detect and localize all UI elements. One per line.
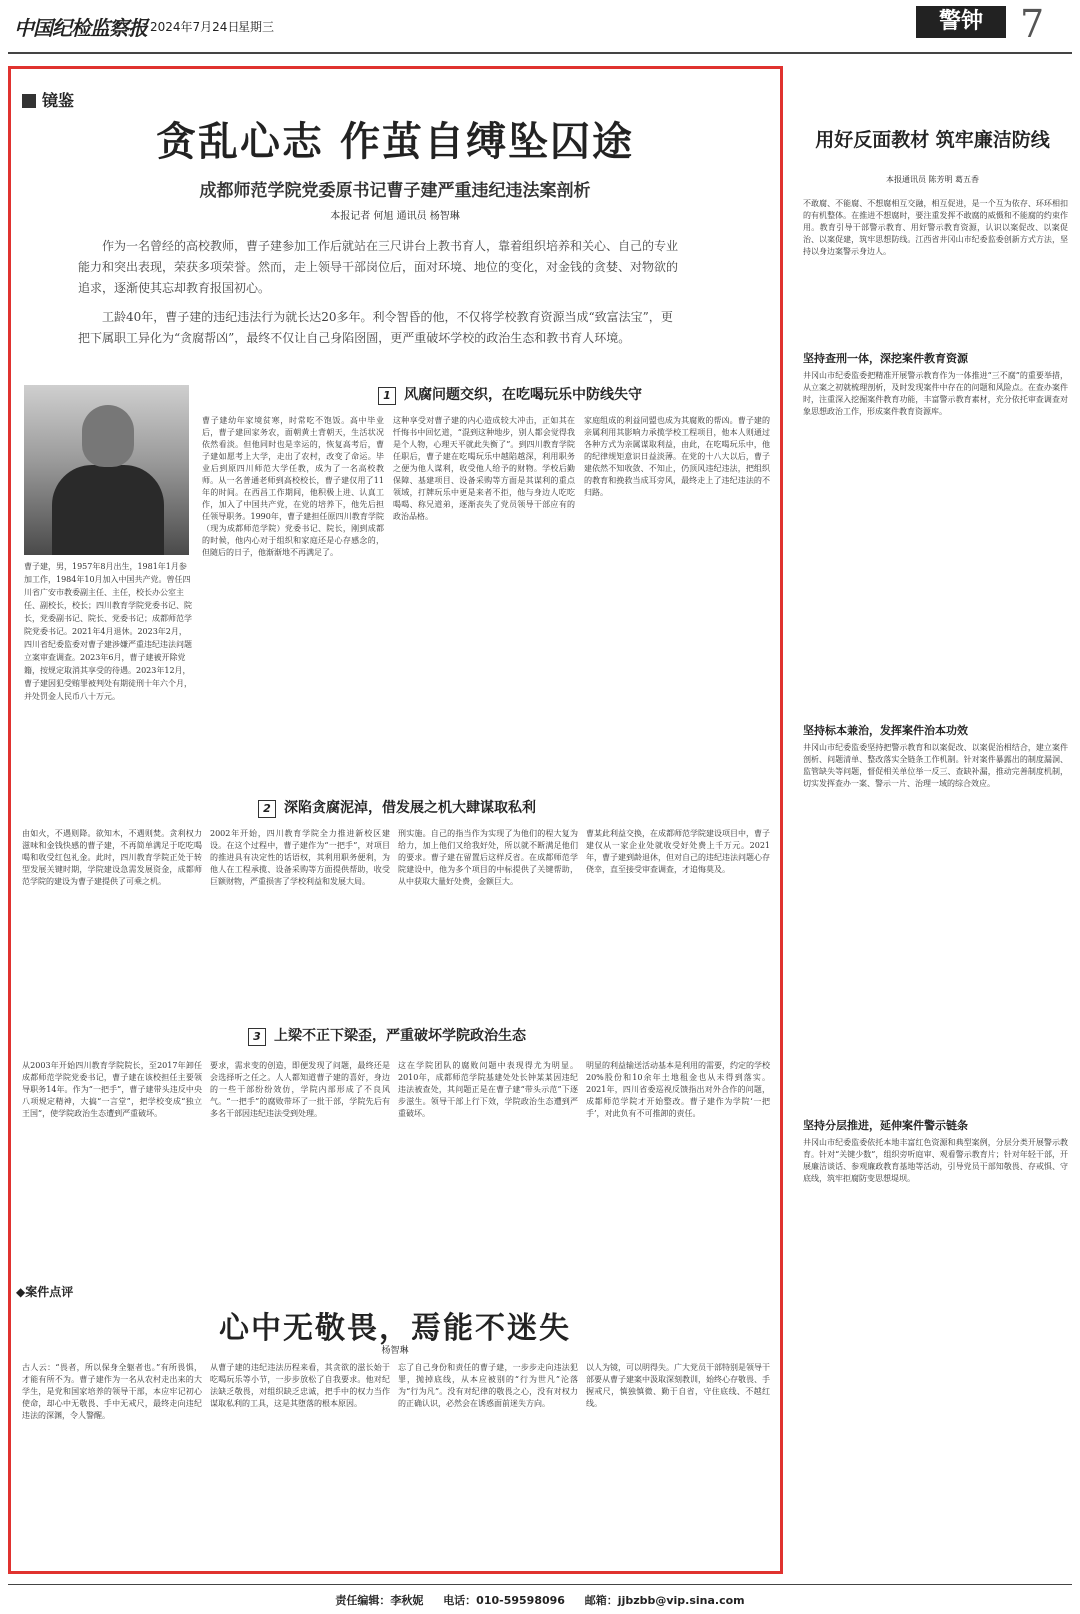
footer-phone: 电话：010-59598096 [443,1594,565,1607]
issue-date: 2024年7月24日 [150,20,240,34]
right-block-1: 井冈山市纪委监委把精准开展警示教育作为一体推进“三不腐”的重要举措，从立案之初就梳理剖析，及时发现案件中存在的问题和风险点。在查办案件时，注重深入挖掘案件教育功能，丰富警示教育素材，充分依托审查调查对象思想政治工作，形成案件教育资源库。 [803,371,1068,416]
footer-divider [8,1584,1072,1585]
section2-col4: 曹某此利益交换，在成都师范学院建设项目中，曹子建仅从一家企业处就收受好处费上千万元。2021年，曹子建到龄退休，但对自己的违纪违法问题心存侥幸，直至接受审查调查，才追悔莫及。 [586,829,770,874]
case-col2: 从曹子建的违纪违法历程来看，其贪欲的滋长始于吃喝玩乐等小节，一步步放松了自我要求。他对纪法缺乏敬畏，对组织缺乏忠诚，把手中的权力当作谋取私利的工具，这是其堕落的根本原因。 [210,1363,390,1408]
case-col1: 古人云：“畏者，所以保身全躯者也。”有所畏惧，才能有所不为。曹子建作为一名从农村走出来的大学生，是党和国家培养的领导干部，本应牢记初心使命，却心中无敬畏、手中无戒尺，最终走向违纪违法的深渊，令人警醒。 [22,1363,202,1420]
section-number: 1 [378,387,396,405]
section1-col3: 家庭组成的利益同盟也成为其腐败的帮凶。曹子建的亲属利用其影响力承揽学校工程项目，他本人则通过各种方式为亲属谋取利益，由此，在吃喝玩乐中，他的纪律规矩意识日益淡薄。在党的十八大以后，曹子建依然不知收敛、不知止，仍顶风违纪违法，把组织的教育和挽救当成耳旁风，最终走上了违纪违法的不归路。 [584,416,770,497]
section-title: 上梁不正下梁歪，严重破坏学院政治生态 [274,1028,526,1044]
lede-paragraph: 作为一名曾经的高校教师，曹子建参加工作后就站在三尺讲台上教书育人，靠着组织培养和关心、自己的专业能力和突出表现，荣获多项荣誉。然而，走上领导干部岗位后，面对环境、地位的变化，对金钱的贪婪、对物欲的追求，逐渐使其忘却教育报国初心。 [78,239,679,295]
case-col3: 忘了自己身份和责任的曹子建，一步步走向违法犯罪，抛掉底线，从本应被别的“行为世凡”沦落为“行为凡”。没有对纪律的敬畏之心，没有对权力的正确认识，必然会在诱惑面前迷失方向。 [398,1363,578,1408]
section2-col1: 由如火，不遇则降。欲知木，不遇则焚。贪利权力滋味和金钱快感的曹子建，不再简单满足于吃吃喝喝和收受红包礼金。此时，四川教育学院正处于转型发展关键时期，学院建设急需发展资金，成都师范学院的建设为曹子建提供了可乘之机。 [22,829,202,886]
section3-col4: 明显的利益输送活动基本是利用的需要，约定的学校20%股份和10余年土地租金也从未得到落实。2021年，四川省委巡视反馈指出对外合作的问题，成都师范学院才开始整改。曹子建作为学院‘一把手’，对此负有不可推卸的责任。 [586,1061,770,1118]
issue-weekday: 星期三 [238,20,275,34]
section2-col3: 刑实施。自己的指当作为实现了为他们的程大复为给力，加上他们又给我好处，所以就不断满足他们的要求。曹子建在留置后这样反省。在成都师范学院建设中，他为多个项目的中标提供了关键帮助，从中获取大量好处费，金额巨大。 [398,829,578,886]
section-heading-2 [258,797,536,818]
case-kicker: ◆案件点评 [16,1285,74,1299]
section2-col2: 2002年开始，四川教育学院全力推进新校区建设。在这个过程中，曹子建作为“一把手”，对项目的推进具有决定性的话语权，其利用职务便利，为他人在工程承揽、设备采购等方面提供帮助，收受巨额财物，严重损害了学校利益和发展大局。 [210,829,390,886]
masthead [0,0,1080,52]
footer-editor: 责任编辑：李秋妮 [335,1594,424,1607]
right-subheading-3: 坚持分层推进，延伸案件警示链条 [803,1119,968,1132]
section-title: 深陷贪腐泥淖，借发展之机大肆谋取私利 [284,800,536,816]
section1-col2: 这种享受对曹子建的内心造成较大冲击，正如其在忏悔书中回忆道，“混到这种地步，别人都会觉得我是个人物，心理天平就此失衡了”。到四川教育学院任职后，曹子建在吃喝玩乐中越陷越深，利用职务之便为他人谋利，收受他人给予的财物。学校后勤保障、基建项目、设备采购等方面是其谋利的重点领域，打牌玩乐中更是来者不拒，他与身边人吃吃喝喝、称兄道弟，逐渐丧失了党员领导干部应有的政治品格。 [393,416,575,521]
main-headline: 贪乱心志 作茧自缚坠囚途 [156,118,634,165]
masthead-divider [8,52,1072,54]
section-heading-1 [378,384,642,405]
footer [0,1592,1080,1608]
section3-col2: 要求，需求变的创造，即便发现了问题，最终还是会选择听之任之。人人都知道曹子建的喜好，身边的一些干部纷纷效仿，学院内部形成了不良风气。“一把手”的腐败带坏了一批干部，学院先后有多名干部因违纪违法受到处理。 [210,1061,390,1118]
case-col4: 以人为镜，可以明得失。广大党员干部特别是领导干部要从曹子建案中汲取深刻教训，始终心存敬畏、手握戒尺，慎独慎微、勤于自省，守住底线、不越红线。 [586,1363,770,1408]
kicker-label: 镜鉴 [42,91,75,110]
page-number: 7 [1020,2,1045,46]
case-byline: 杨智琳 [381,1346,409,1356]
footer-email: 邮箱：jjbzbb@vip.sina.com [584,1594,745,1607]
portrait-photo [24,385,189,555]
case-headline: 心中无敬畏，焉能不迷失 [219,1311,571,1346]
photo-caption: 曹子建，男，1957年8月出生，1981年1月参加工作，1984年10月加入中国共产党。曾任四川省广安市教委副主任、主任，校长办公室主任、副校长，校长；四川教育学院党委书记、院长，党委副书记、院长、党委书记；成都师范学院党委书记。2021年4月退休。2023年2月，四川省纪委监委对曹子建涉嫌严重违纪违法问题立案审查调查。2023年6月，曹子建被开除党籍，按规定取消其享受的待遇。2023年12月，曹子建因犯受贿罪被判处有期徒刑十年六个月，并处罚金人民币八十万元。 [24,562,192,701]
section3-col3: 这在学院团队的腐败问题中表现得尤为明显。2010年，成都师范学院基建处处长钟某某因违纪违法被查处，其问题正是在曹子建“带头示范”下逐步滋生。领导干部上行下效，学院政治生态遭到严重破坏。 [398,1061,578,1118]
right-subheading-1: 坚持查刑一体，深挖案件教育资源 [803,352,968,365]
main-byline: 本报记者 何旭 通讯员 杨智琳 [330,211,460,222]
lede-paragraph: 工龄40年，曹子建的违纪违法行为就长达20多年。利令智昏的他，不仅将学校教育资源当成“致富法宝”，更把下属职工异化为“贪腐帮凶”，最终不仅让自己身陷囹圄，更严重破坏学校的政治生态和教书育人环境。 [78,310,673,345]
column-name: 警钟 [916,6,1006,38]
right-headline: 用好反面教材 筑牢廉洁防线 [815,129,1050,151]
section3-col1: 从2003年开始四川教育学院院长，至2017年卸任成都师范学院党委书记，曹子建在该校担任主要领导职务14年。作为“一把手”，曹子建带头违反中央八项规定精神，大搞“一言堂”，把学校变成“独立王国”，使学院政治生态遭到严重破坏。 [22,1061,202,1118]
section-heading-3 [248,1025,526,1046]
right-block-3: 井冈山市纪委监委依托本地丰富红色资源和典型案例，分层分类开展警示教育。针对“关键少数”，组织旁听庭审、观看警示教育片；针对年轻干部，开展廉洁谈话、参观廉政教育基地等活动，引导党员干部知敬畏、存戒惧、守底线，筑牢拒腐防变思想堤坝。 [803,1138,1068,1183]
section-title: 风腐问题交织，在吃喝玩乐中防线失守 [404,387,642,403]
portrait-head [82,405,134,467]
kicker-square-icon [22,94,36,108]
right-intro: 不敢腐、不能腐、不想腐相互交融，相互促进，是一个互为依存、环环相扣的有机整体。在推进不想腐时，要注重发挥不敢腐的威慑和不能腐的约束作用。教育引导干部警示教育、用好警示教育资源，认识以案促改、以案促治、以案促建，筑牢思想防线。江西省井冈山市纪委监委创新方式方法，坚持以身边案警示身边人。 [803,199,1068,256]
section1-col1: 曹子建幼年家境贫寒，时常吃不饱饭。高中毕业后，曹子建回家务农，面朝黄土背朝天，生活状况依然看淡。但他同时也是幸运的，恢复高考后，曹子建如愿考上大学，走出了农村，改变了命运。毕业后到原四川师范大学任教，成为了一名高校教师。从一名普通老师到高校校长，曹子建仅用了11年的时间。在西昌工作期间，他积极上进、认真工作，加入了中国共产党，在党的培养下，他先后担任领导职务。1990年，曹子建担任原四川教育学院（现为成都师范学院）党委书记、院长，刚到成都的时候，他内心对于组织和家庭还是心存感念的，但随后的日子，他渐渐地不再满足了。 [202,416,384,557]
section-number: 2 [258,800,276,818]
section-kicker [22,88,74,111]
portrait-body [52,465,164,555]
right-block-2: 井冈山市纪委监委坚持把警示教育和以案促改、以案促治相结合，建立案件剖析、问题清单、整改落实全链条工作机制。针对案件暴露出的制度漏洞、监管缺失等问题，督促相关单位举一反三、查缺补漏，推动完善制度机制，切实发挥查办一案、警示一片、治理一域的综合效应。 [803,743,1068,788]
main-subtitle: 成都师范学院党委原书记曹子建严重违纪违法案剖析 [199,181,591,201]
right-subheading-2: 坚持标本兼治，发挥案件治本功效 [803,724,968,737]
section-number: 3 [248,1028,266,1046]
lede [78,236,678,357]
newspaper-logo: 中国纪检监察报 [14,16,147,40]
right-byline: 本报通讯员 陈芳明 葛五香 [885,175,980,184]
